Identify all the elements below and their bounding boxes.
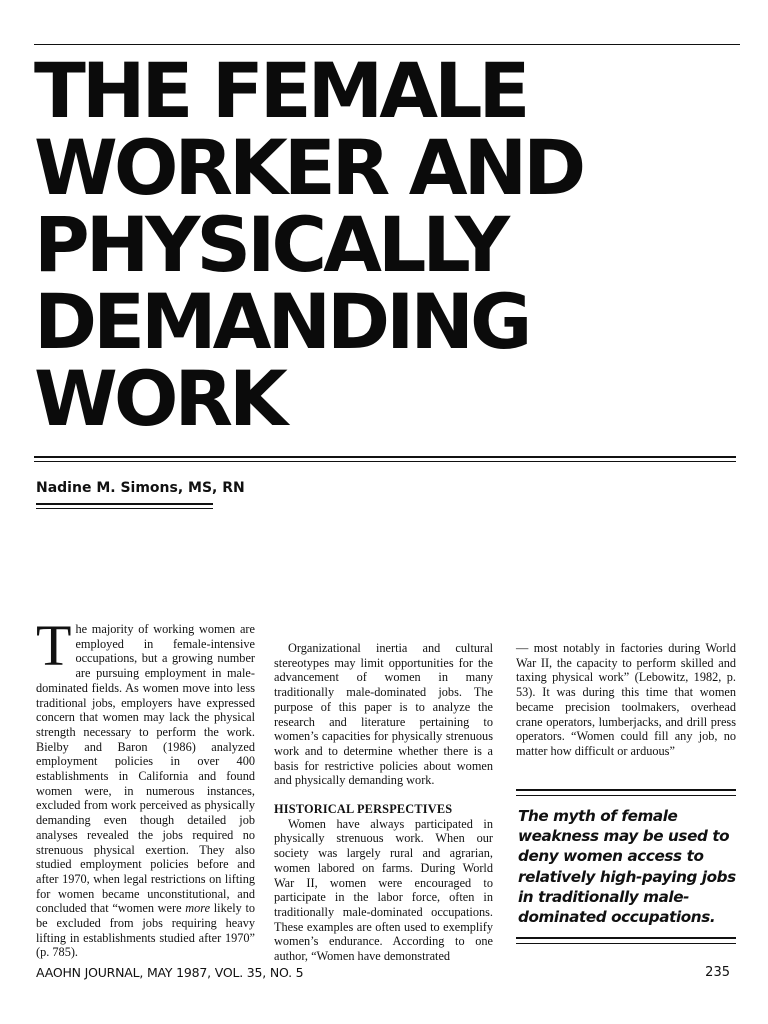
journal-citation: AAOHN JOURNAL, MAY 1987, VOL. 35, NO. 5 bbox=[36, 965, 304, 980]
author-byline: Nadine M. Simons, MS, RN bbox=[36, 480, 245, 496]
article-title bbox=[34, 46, 754, 443]
author-rule-top bbox=[36, 503, 213, 505]
title-line: WORK bbox=[34, 354, 284, 443]
title-line: THE FEMALE bbox=[34, 46, 527, 135]
title-line: DEMANDING bbox=[34, 277, 529, 366]
history-paragraph: Women have always participated in physically strenuous work. When our society was largely rural and agrarian, women labored on farms. During World War II, women were encouraged to participate in the labor force, often in traditionally male-dominated occupations. These examples are often used to exemplify women’s endurance. According to one author, “Women have demonstrated bbox=[274, 816, 493, 964]
body-column-3 bbox=[516, 641, 736, 759]
body-column-2 bbox=[274, 641, 493, 964]
title-rule-bottom bbox=[34, 461, 736, 462]
body-column-1 bbox=[36, 613, 256, 960]
continued-paragraph: — most notably in factories during World War II, the capacity to perform skilled and taxing physical work” (Lebowitz, 1982, p. 53). It was during this time that women became precision toolmakers, overhead crane operators, lumberjacks, and drill press operators. “Women could fill any job, no matter how difficult or arduous” bbox=[516, 641, 736, 758]
emphasis-text: more bbox=[185, 901, 211, 916]
drop-cap: T bbox=[36, 613, 72, 678]
pull-quote: The myth of female weakness may be used to deny women access to relatively high-paying jobs in traditionally male-dominated occupations. bbox=[518, 807, 736, 927]
intro-text: he majority of working women are employed in female-intensive occupations, but a growing number are pursuing employment in male-dominated fields. As women move into less traditional jobs, employers have expressed concern that women may lack the physical strength necessary to perform the work. Bielby and Baron (1986) analyzed employment policies in over 400 establishments in California and found women were, in numerous instances, excluded from work perceived as physically demanding even though detailed job analyses revealed the jobs required no strenuous physical exertion. They also studied employment policies before and after 1970, when legal restrictions on lifting for women became unconstitutional, and concluded that “women were bbox=[36, 622, 255, 916]
title-rule-top bbox=[34, 456, 736, 458]
pull-quote-rule-top-a bbox=[516, 789, 736, 791]
purpose-paragraph: Organizational inertia and cultural stereotypes may limit opportunities for the advancement of women in many traditionally male-dominated jobs. The purpose of this paper is to analyze the research and literature pertaining to women’s capacities for physically strenuous work and to determine whether there is a basis for restrictive policies about women and physically demanding work. bbox=[274, 641, 493, 788]
title-line: WORKER AND bbox=[34, 123, 583, 212]
author-rule-bottom bbox=[36, 508, 213, 509]
pull-quote-rule-top-b bbox=[516, 795, 736, 796]
intro-paragraph bbox=[36, 613, 256, 960]
pull-quote-rule-bottom-a bbox=[516, 937, 736, 939]
section-heading: HISTORICAL PERSPECTIVES bbox=[274, 802, 453, 817]
intro-text-end: likely to be excluded from jobs requiring heavy lifting in establishments studied after 1970” (p. 785). bbox=[36, 901, 256, 960]
pull-quote-rule-bottom-b bbox=[516, 943, 736, 944]
title-line: PHYSICALLY bbox=[34, 200, 506, 289]
page-number: 235 bbox=[705, 965, 730, 980]
top-rule bbox=[34, 44, 740, 45]
